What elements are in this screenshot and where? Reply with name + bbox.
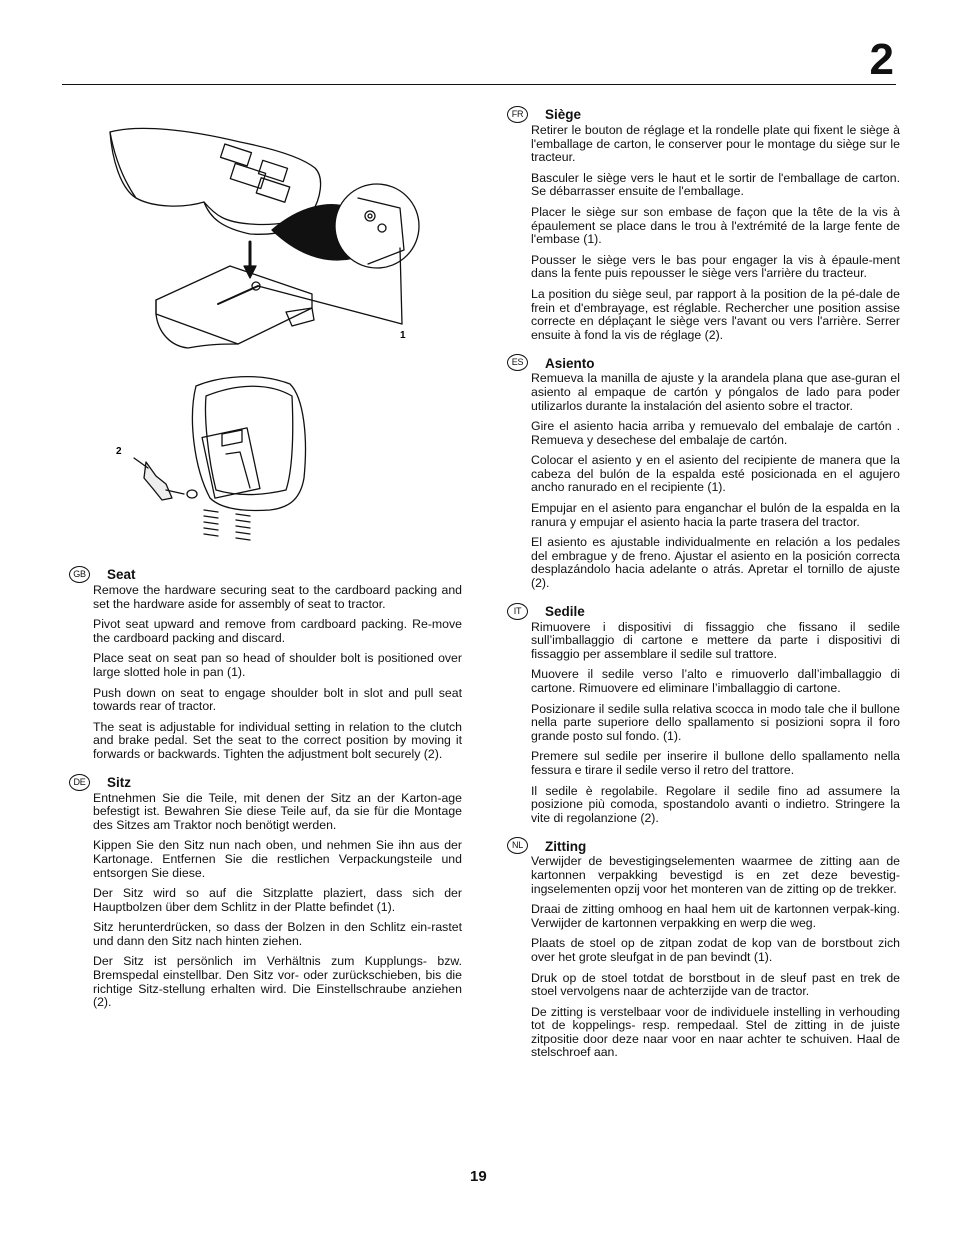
callout-2: 2 — [116, 446, 122, 457]
section-header — [73, 566, 462, 584]
paragraph: El asiento es ajustable individualmente en relación a los pedales del embrague y de freno. Ajustar el asiento en la posición correcta desplazándolo hacia adelante o atrás. Apretar el tornillo de ajuste (2). — [531, 535, 900, 591]
paragraph: Plaats de stoel op de zitpan zodat de kop van de borstbout zich over het grote sleufgat in de pan bevindt (1). — [531, 936, 900, 964]
paragraph: Draai de zitting omhoog en haal hem uit de kartonnen verpak-king. Verwijder de kartonnen verpakking en werp die weg. — [531, 902, 900, 930]
paragraph: Pousser le siège vers le bas pour engager la vis à épaule-ment dans la fente puis repousser le siège vers l'arrière du tracteur. — [531, 252, 900, 281]
paragraph: Premere sul sedile per inserire il bullone dello spallamento nella fessura e tirare il sedile verso il retro del trattore. — [531, 749, 900, 777]
paragraph: Remueva la manilla de ajuste y la arandela plana que ase-guran el asiento al empaque de cartón y póngalos de lado para poder utilizarlos durante la instalación del asiento sobre el tractor. — [531, 371, 900, 413]
paragraph: Il sedile è regolabile. Regolare il sedile fino ad assumere la posizione più comoda, spostandolo avanti o indietro. Stringere la vite di regolanzione (2). — [531, 783, 900, 825]
section-title: Sedile — [545, 603, 585, 619]
chapter-number: 2 — [869, 35, 894, 84]
paragraph: Muovere il sedile verso l’alto e rimuoverlo dall’imballaggio di cartone. Rimuovere ed eliminare l’imballaggio di cartone. — [531, 667, 900, 695]
seat-assembly-illustration — [100, 118, 430, 550]
detail-magnifier — [335, 184, 419, 268]
section-gb — [73, 566, 462, 762]
paragraph: Druk op de stoel totdat de borstbout in de sleuf past en trek de stoel vervolgens naar de achterzijde van de tractor. — [531, 970, 900, 999]
language-badge-nl: NL — [507, 837, 528, 854]
language-badge-gb: GB — [69, 566, 90, 583]
paragraph: Der Sitz wird so auf die Sitzplatte plaziert, dass sich der Hauptbolzen über dem Schlitz in der Platte befindet (1). — [93, 886, 462, 914]
seat-panel-4 — [256, 178, 289, 202]
paragraph: La position du siège seul, par rapport à la position de la pé-dale de frein et d'embrayage, est réglable. Rechercher une position assise correcte en déplaçant le siège vers l'avant ou vers l'arrière. Serrer ensuite à fond la vis de réglage (2). — [531, 286, 900, 342]
language-badge-de: DE — [69, 774, 90, 791]
paragraph: Retirer le bouton de réglage et la rondelle plate qui fixent le siège à l'emballage de carton, le conserver pour le montage du siège sur le tracteur. — [531, 123, 900, 165]
paragraph: Posizionare il sedile sulla relativa scocca in modo tale che il bullone nella parte superiore dello spallamento si posizioni sopra il foro grande posto sul fondo. (1). — [531, 701, 900, 743]
section-nl — [512, 837, 900, 1060]
language-badge-fr: FR — [507, 106, 528, 123]
section-header — [513, 603, 900, 621]
section-es — [511, 354, 900, 591]
page-number: 19 — [470, 1168, 487, 1185]
section-it — [513, 603, 900, 826]
paragraph: Entnehmen Sie die Teile, mit denen der Sitz an der Karton-age befestigt ist. Bewahren Sie diese Teile auf, da sie für die Montage des Sitzes am Traktor noch benötigt werden. — [93, 790, 462, 832]
section-header — [73, 774, 462, 792]
section-header — [511, 354, 900, 372]
seat-cushion — [110, 128, 321, 224]
section-title: Siège — [545, 107, 582, 123]
seat-pan — [156, 266, 312, 344]
section-header — [512, 837, 900, 855]
paragraph: Gire el asiento hacia arriba y remuevalo del embalaje de cartón . Remueva y desechese del embalaje de cartón. — [531, 419, 900, 447]
paragraph: Basculer le siège vers le haut et le sortir de l'emballage de carton. Se débarrasser ensuite de l'emballage. — [531, 170, 900, 199]
section-fr — [511, 106, 900, 342]
paragraph: The seat is adjustable for individual setting in relation to the clutch and brake pedal. Set the seat to the correct position by moving it forwards or backwards. Tighten the adjustment bolt securely (2). — [93, 719, 462, 761]
paragraph: Rimuovere i dispositivi di fissaggio che fissano il sedile sull’imballaggio di cartone e mettere da parte i dispositivi di fissaggio per assemblare il sedile sul trattore. — [531, 619, 900, 661]
left-column — [73, 566, 462, 1022]
header-rule — [62, 84, 896, 85]
section-de — [73, 774, 462, 1010]
paragraph: Pivot seat upward and remove from cardboard packing. Re-move the cardboard packing and discard. — [93, 617, 462, 645]
language-badge-it: IT — [507, 603, 528, 620]
paragraph: Kippen Sie den Sitz nun nach oben, und nehmen Sie ihn aus der Kartonage. Entfernen Sie die restlichen Verpackungsteile und entsorgen Sie diese. — [93, 838, 462, 880]
paragraph: Remove the hardware securing seat to the cardboard packing and set the hardware aside for assembly of seat to tractor. — [93, 583, 462, 611]
paragraph: Verwijder de bevestigingselementen waarmee de zitting aan de kartonnen verpakking bevestigd is en zet deze bevestig-ingselementen opzij voor het monteren van de zitting op de trekker. — [531, 854, 900, 896]
paragraph: Push down on seat to engage shoulder bolt in slot and pull seat towards rear of tractor. — [93, 685, 462, 714]
right-column — [511, 106, 900, 1072]
paragraph: Place seat on seat pan so head of shoulder bolt is positioned over large slotted hole in pan (1). — [93, 651, 462, 679]
section-title: Seat — [107, 567, 136, 583]
section-title: Zitting — [545, 838, 587, 854]
springs — [204, 510, 250, 540]
paragraph: Colocar el asiento y en el asiento del recipiente de manera que la cabeza del bulón de la espalda esté posicionada en el agujero ancho ranurado en el recipiente (1). — [531, 453, 900, 495]
paragraph: Sitz herunterdrücken, so dass der Bolzen in den Schlitz ein-rastet und dann den Sitz nach hinten ziehen. — [93, 920, 462, 948]
language-badge-es: ES — [507, 354, 528, 371]
callout-1: 1 — [400, 330, 406, 341]
paragraph: Der Sitz ist persönlich im Verhältnis zum Kupplungs- bzw. Bremspedal einstellbar. Den Sitz vor- oder zurückschieben, bis die richtige Sitz-stellung erhalten wird. Die Einstellschraube anziehen (2). — [93, 954, 462, 1010]
paragraph: Placer le siège sur son embase de façon que la tête de la vis à épaulement se place dans le trou à l'extrémité de la large fente de l'embase (1). — [531, 204, 900, 247]
section-title: Asiento — [545, 355, 595, 371]
section-title: Sitz — [107, 774, 132, 790]
paragraph: De zitting is verstelbaar voor de individuele instelling in verhouding tot de koppelings- resp. rempedaal. Stel de zitting in de juiste zitpositie door deze naar voor en naar achter te schuiven. Haal de stelschroef aan. — [531, 1004, 900, 1060]
section-header — [511, 106, 900, 124]
paragraph: Empujar en el asiento para enganchar el bulón de la espalda en la ranura y empujar el asiento hacia la parte trasera del tractor. — [531, 501, 900, 529]
seat-panel-1 — [221, 144, 252, 166]
